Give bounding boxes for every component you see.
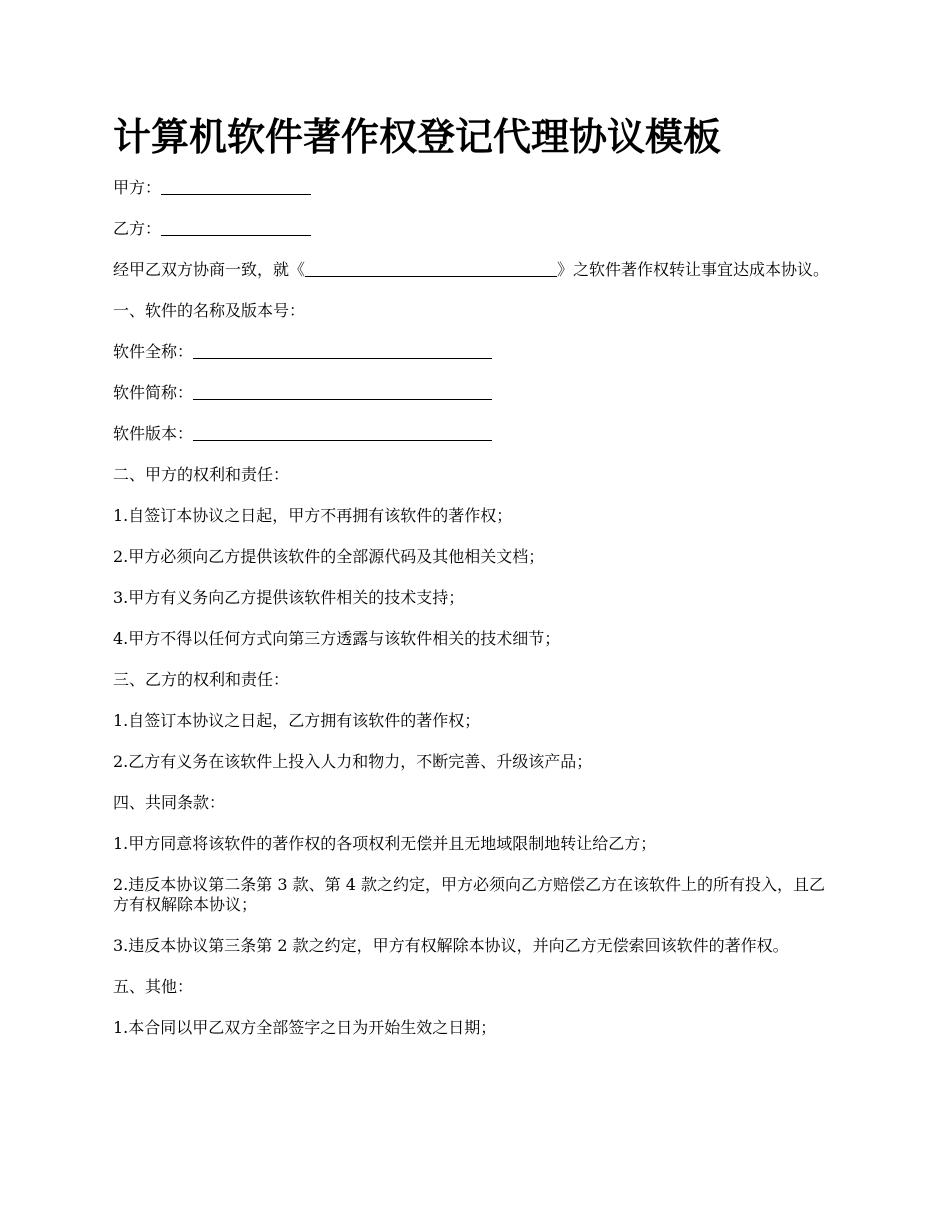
section2-heading: 二、甲方的权利和责任： bbox=[113, 465, 290, 484]
document-page bbox=[113, 112, 838, 1059]
document-title: 计算机软件著作权登记代理协议模板 bbox=[113, 115, 722, 159]
section3-heading: 三、乙方的权利和责任： bbox=[113, 670, 290, 689]
software-version-line bbox=[113, 424, 838, 444]
software-full-name-line bbox=[113, 342, 838, 362]
section3-item: 1.自签订本协议之日起，乙方拥有该软件的著作权； bbox=[113, 711, 481, 730]
software-short-name-label: 软件简称： bbox=[113, 383, 194, 402]
party-a-label: 甲方： bbox=[113, 178, 162, 197]
section4-item: 2.违反本协议第二条第 3 款、第 4 款之约定，甲方必须向乙方赔偿乙方在该软件上的所有投入，且乙方有权解除本协议； bbox=[113, 875, 825, 914]
software-full-name-label: 软件全称： bbox=[113, 342, 194, 361]
party-b-line bbox=[113, 219, 838, 239]
section4-item: 3.违反本协议第三条第 2 款之约定，甲方有权解除本协议，并向乙方无偿索回该软件的著作权。 bbox=[113, 936, 789, 955]
party-a-blank bbox=[161, 178, 311, 195]
software-full-name-blank bbox=[193, 342, 492, 359]
section3-item: 2.乙方有义务在该软件上投入人力和物力，不断完善、升级该产品； bbox=[113, 752, 593, 771]
section5-item: 1.本合同以甲乙双方全部签字之日为开始生效之日期； bbox=[113, 1018, 497, 1037]
section1-heading: 一、软件的名称及版本号： bbox=[113, 301, 306, 320]
software-version-label: 软件版本： bbox=[113, 424, 194, 443]
intro-before: 经甲乙双方协商一致，就《 bbox=[113, 260, 306, 279]
section5-heading: 五、其他： bbox=[113, 977, 194, 996]
party-a-line bbox=[113, 178, 838, 198]
section4-heading: 四、共同条款： bbox=[113, 793, 226, 812]
party-b-blank bbox=[161, 219, 311, 236]
section2-item: 4.甲方不得以任何方式向第三方透露与该软件相关的技术细节； bbox=[113, 629, 561, 648]
section2-item: 3.甲方有义务向乙方提供该软件相关的技术支持； bbox=[113, 588, 465, 607]
software-short-name-line bbox=[113, 383, 838, 403]
intro-paragraph bbox=[113, 260, 838, 280]
software-short-name-blank bbox=[193, 383, 492, 400]
intro-after: 》之软件著作权转让事宜达成本协议。 bbox=[557, 260, 830, 279]
software-name-blank bbox=[305, 260, 557, 277]
section4-item: 1.甲方同意将该软件的著作权的各项权利无偿并且无地域限制地转让给乙方； bbox=[113, 834, 657, 853]
software-version-blank bbox=[193, 424, 492, 441]
party-b-label: 乙方： bbox=[113, 219, 162, 238]
section2-item: 1.自签订本协议之日起，甲方不再拥有该软件的著作权； bbox=[113, 506, 513, 525]
section2-item: 2.甲方必须向乙方提供该软件的全部源代码及其他相关文档； bbox=[113, 547, 545, 566]
